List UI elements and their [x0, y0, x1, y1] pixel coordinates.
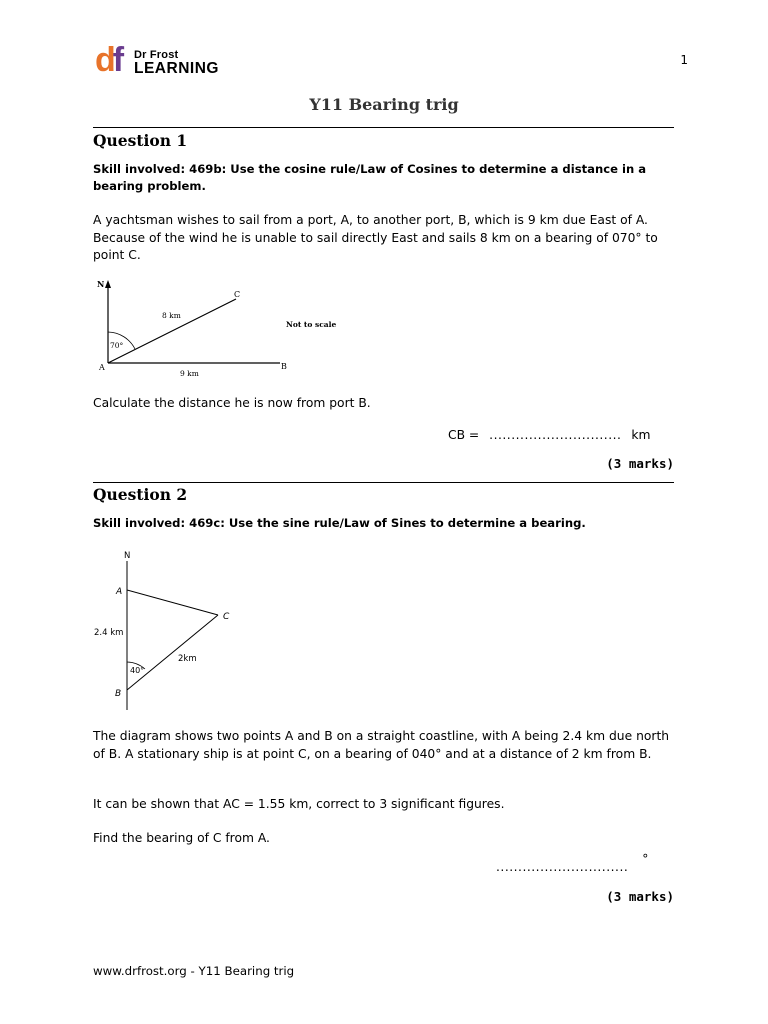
question-separator [93, 482, 674, 483]
answer-unit: km [631, 428, 651, 442]
page-footer: www.drfrost.org - Y11 Bearing trig [93, 964, 295, 978]
document-title: Y11 Bearing trig [309, 95, 459, 114]
question1-body: A yachtsman wishes to sail from a port, A, to another port, B, which is 9 km due East of A. Because of the wind he is unable to sail directly East and sails 8 km on a bearing of 070° to point C. [93, 213, 658, 262]
question2-skill: Skill involved: 469c: Use the sine rule/Law of Sines to determine a bearing. [93, 516, 586, 530]
title-rule [93, 127, 674, 128]
question1-diagram [90, 278, 340, 383]
question2-marks: (3 marks) [606, 889, 674, 904]
point-a-label: A [99, 363, 105, 372]
question2-answer-line [496, 852, 649, 874]
point-c-label: C [223, 612, 230, 622]
angle-label: 40° [130, 666, 145, 675]
north-label: N [97, 279, 105, 289]
answer-label: CB = [448, 428, 480, 442]
ac-line [127, 590, 218, 615]
north-arrow-icon [105, 280, 111, 288]
question2-heading: Question 2 [93, 485, 188, 504]
question1-marks: (3 marks) [606, 456, 674, 471]
ac-length-label: 8 km [162, 311, 181, 320]
question1-skill: Skill involved: 469b: Use the cosine rule/Law of Cosines to determine a distance in a bearing problem. [93, 162, 647, 193]
not-to-scale-note: Not to scale [286, 320, 337, 329]
ab-length-label: 2.4 km [94, 628, 124, 638]
point-c-label: C [234, 290, 241, 299]
degree-symbol: ° [642, 852, 649, 866]
ac-line [108, 299, 236, 363]
answer-dots: .............................. [489, 428, 622, 442]
logo-mark: df [95, 41, 122, 79]
angle-label: 70° [110, 341, 124, 350]
logo-line2: LEARNING [134, 60, 219, 77]
question1-heading: Question 1 [93, 131, 188, 150]
bc-length-label: 2km [178, 654, 197, 664]
point-a-label: A [116, 587, 123, 597]
question2-body: The diagram shows two points A and B on a straight coastline, with A being 2.4 km due north of B. A stationary ship is at point C, on a bearing of 040° and at a distance of 2 km from B. [93, 729, 670, 761]
drfrost-logo [95, 41, 235, 79]
question1-prompt: Calculate the distance he is now from port B. [93, 396, 371, 410]
logo-line1: Dr Frost [134, 49, 179, 61]
ab-length-label: 9 km [180, 369, 199, 378]
question2-diagram [90, 548, 250, 718]
question2-prompt: Find the bearing of C from A. [93, 831, 270, 845]
page-number: 1 [680, 53, 688, 67]
point-b-label: B [115, 689, 122, 699]
north-label: N [124, 551, 131, 561]
bc-line [127, 615, 218, 690]
question2-given: It can be shown that AC = 1.55 km, correct to 3 significant figures. [93, 797, 505, 811]
answer-dots: .............................. [496, 860, 629, 874]
point-b-label: B [281, 362, 287, 371]
question1-answer-line [448, 428, 650, 442]
